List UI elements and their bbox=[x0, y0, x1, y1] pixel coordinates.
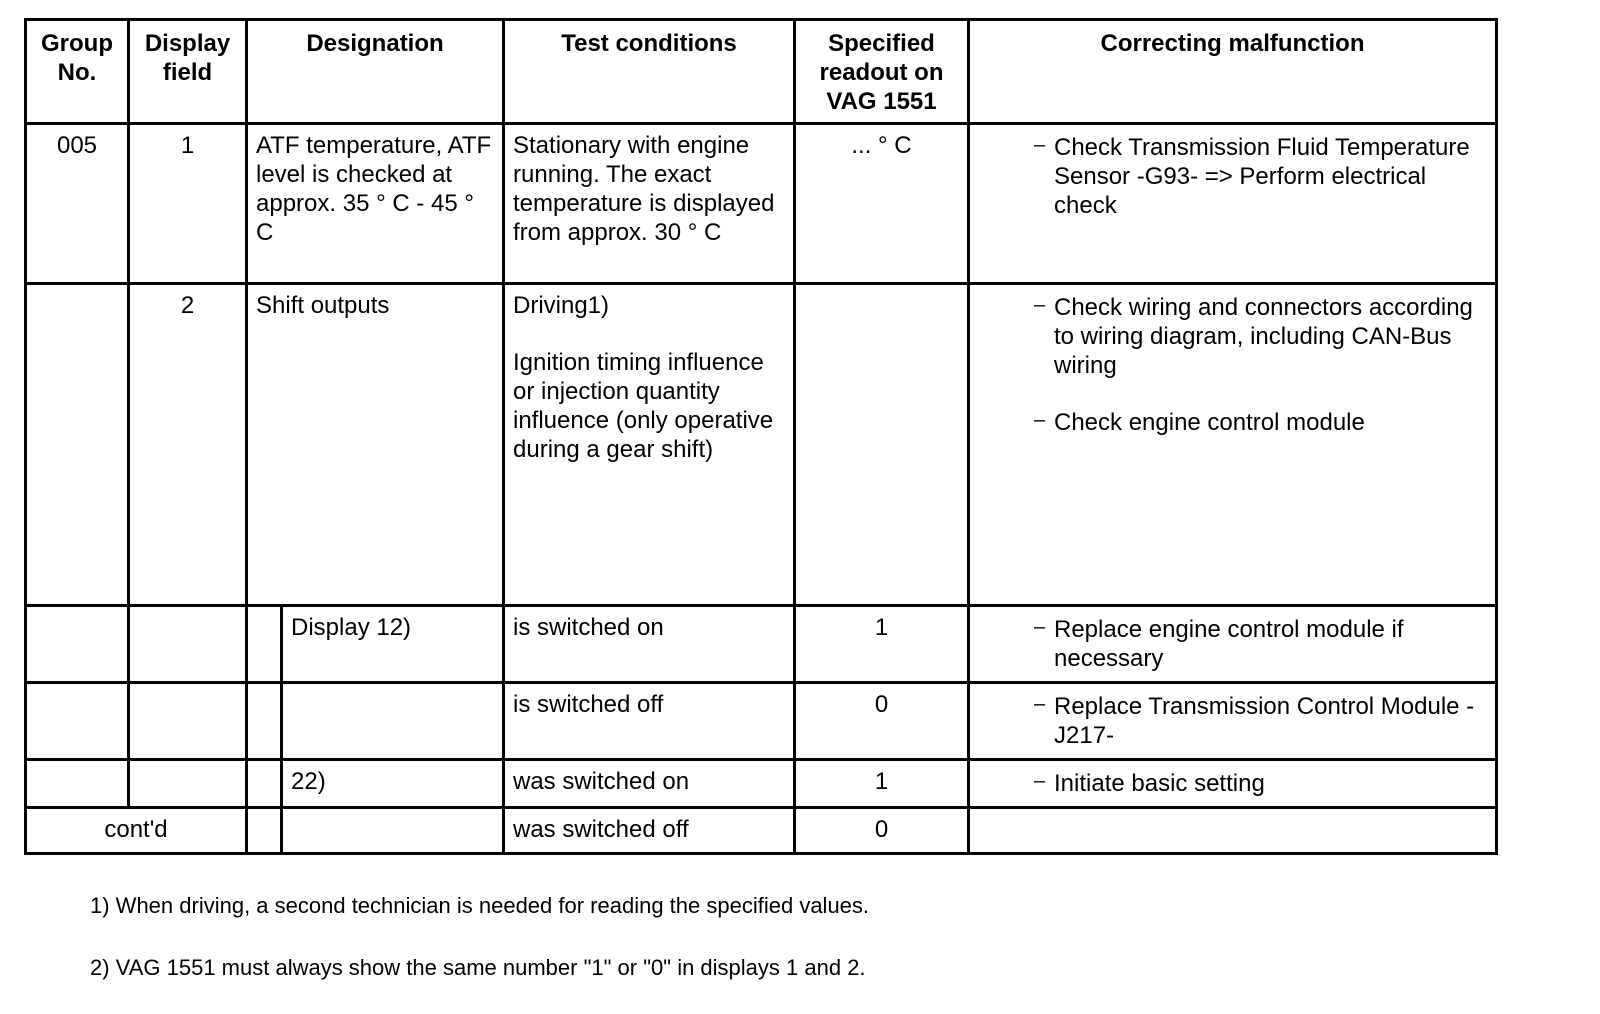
designation-cell: Shift outputs bbox=[247, 284, 504, 606]
correcting-cell bbox=[969, 760, 1497, 808]
correcting-cell bbox=[969, 683, 1497, 760]
display-field-cell bbox=[129, 760, 247, 808]
test-conditions-cell: was switched on bbox=[504, 760, 795, 808]
correction-item: – Check engine control module bbox=[1034, 408, 1487, 437]
group-cell bbox=[26, 606, 129, 683]
specified-readout-cell: ... ° C bbox=[795, 124, 969, 284]
header-row bbox=[26, 20, 1497, 124]
display-field-cell: 1 bbox=[129, 124, 247, 284]
header-test-conditions: Test conditions bbox=[504, 20, 795, 124]
test-conditions-cell: is switched on bbox=[504, 606, 795, 683]
specified-readout-cell bbox=[795, 284, 969, 606]
test-condition-line: Driving1) bbox=[513, 292, 610, 319]
designation-cell: ATF temperature, ATF level is checked at approx. 35 ° C - 45 ° C bbox=[247, 124, 504, 284]
footnote-1: 1) When driving, a second technician is needed for reading the specified values. bbox=[90, 893, 870, 918]
test-conditions-cell: is switched off bbox=[504, 683, 795, 760]
header-specified-readout: Specified readout on VAG 1551 bbox=[795, 20, 969, 124]
display-field-cell bbox=[129, 606, 247, 683]
indent-cell bbox=[247, 808, 282, 854]
continued-label: cont'd bbox=[26, 808, 247, 854]
test-conditions-cell: Stationary with engine running. The exact temperature is displayed from approx. 30 ° C bbox=[504, 124, 795, 284]
diagnostic-table bbox=[24, 18, 1498, 855]
table-row bbox=[26, 284, 1497, 606]
indent-cell bbox=[247, 683, 282, 760]
correction-item: – Check Transmission Fluid Temperature Sensor -G93- => Perform electrical check bbox=[1034, 133, 1487, 220]
specified-readout-cell: 0 bbox=[795, 808, 969, 854]
indent-cell bbox=[247, 606, 282, 683]
correction-item: – Initiate basic setting bbox=[1034, 769, 1487, 798]
display-field-cell: 2 bbox=[129, 284, 247, 606]
specified-readout-cell: 1 bbox=[795, 606, 969, 683]
table-row bbox=[26, 808, 1497, 854]
table-row bbox=[26, 683, 1497, 760]
correcting-cell bbox=[969, 808, 1497, 854]
header-correcting-malfunction: Correcting malfunction bbox=[969, 20, 1497, 124]
group-cell: 005 bbox=[26, 124, 129, 284]
specified-readout-cell: 0 bbox=[795, 683, 969, 760]
group-cell bbox=[26, 683, 129, 760]
display-field-cell bbox=[129, 683, 247, 760]
test-condition-line: Ignition timing influence or injection quantity influence (only operative during a gear shift) bbox=[513, 349, 774, 463]
designation-cell: 22) bbox=[282, 760, 504, 808]
correction-item: – Replace Transmission Control Module -J217- bbox=[1034, 692, 1487, 750]
indent-cell bbox=[247, 760, 282, 808]
header-display-field: Display field bbox=[129, 20, 247, 124]
designation-cell: Display 12) bbox=[282, 606, 504, 683]
header-group-no: Group No. bbox=[26, 20, 129, 124]
group-cell bbox=[26, 760, 129, 808]
header-designation: Designation bbox=[247, 20, 504, 124]
footnote-2: 2) VAG 1551 must always show the same number "1" or "0" in displays 1 and 2. bbox=[90, 955, 866, 980]
specified-readout-cell: 1 bbox=[795, 760, 969, 808]
test-conditions-cell: was switched off bbox=[504, 808, 795, 854]
correcting-cell bbox=[969, 284, 1497, 606]
correcting-cell bbox=[969, 606, 1497, 683]
test-conditions-cell bbox=[504, 284, 795, 606]
correcting-cell bbox=[969, 124, 1497, 284]
group-cell bbox=[26, 284, 129, 606]
correction-item: – Replace engine control module if necessary bbox=[1034, 615, 1487, 673]
designation-cell bbox=[282, 683, 504, 760]
designation-cell bbox=[282, 808, 504, 854]
table-row bbox=[26, 760, 1497, 808]
correction-item: – Check wiring and connectors according to wiring diagram, including CAN-Bus wiring bbox=[1034, 293, 1487, 380]
table-row bbox=[26, 606, 1497, 683]
table-row bbox=[26, 124, 1497, 284]
